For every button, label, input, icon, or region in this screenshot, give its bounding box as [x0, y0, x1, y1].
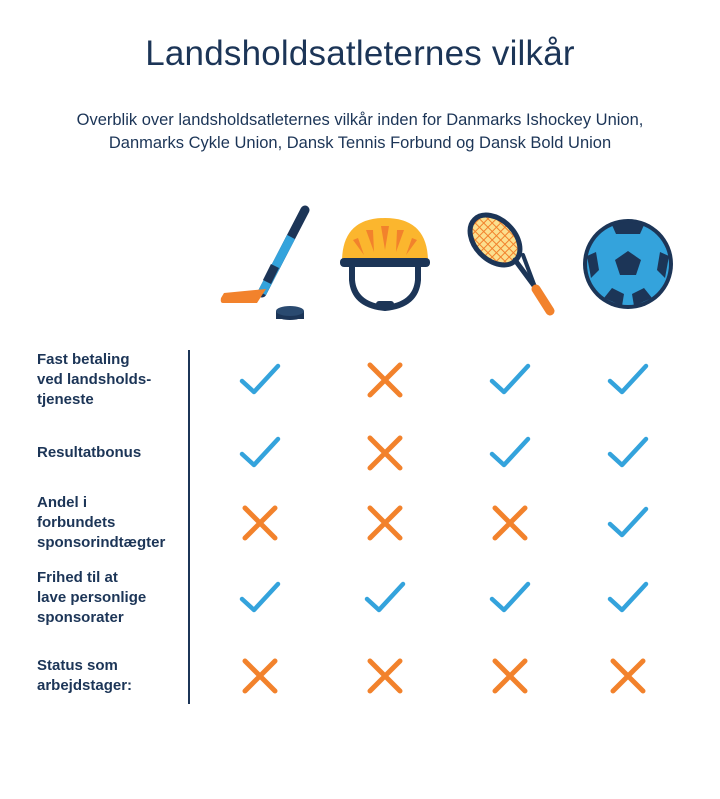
row-label — [37, 443, 187, 463]
row-label-line: ved landsholds- — [37, 371, 152, 388]
subtitle-line-1: Overblik over landsholdsatleternes vilkår inden for Danmarks Ishockey Union, — [76, 111, 644, 129]
cross-icon — [488, 654, 532, 698]
row-label — [37, 568, 187, 628]
row-label-line: sponsorater — [37, 609, 124, 626]
subtitle-line-2: Danmarks Cykle Union, Dansk Tennis Forbund og Dansk Bold Union — [108, 134, 612, 152]
row-label-line: Fast betaling — [37, 351, 130, 368]
cross-icon — [363, 501, 407, 545]
check-icon — [488, 576, 532, 620]
check-icon — [488, 431, 532, 475]
football-icon — [582, 218, 674, 310]
row-label-line: lave personlige — [37, 589, 147, 606]
row-label-line: sponsorindtægter — [37, 534, 166, 551]
row-label-line: Andel i — [37, 494, 88, 511]
row-divider-line — [188, 350, 190, 704]
row-label-line: forbundets — [37, 514, 116, 531]
row-label-line: arbejdstager: — [37, 677, 133, 694]
check-icon — [606, 576, 650, 620]
row-label-line: Resultatbonus — [37, 444, 142, 461]
check-icon — [238, 431, 282, 475]
cross-icon — [363, 654, 407, 698]
check-icon — [606, 501, 650, 545]
page-subtitle — [60, 109, 660, 155]
row-label-line: Frihed til at — [37, 569, 118, 586]
row-label-line: tjeneste — [37, 391, 94, 408]
row-label — [37, 350, 187, 410]
cycling-helmet-icon — [338, 210, 432, 315]
check-icon — [363, 576, 407, 620]
check-icon — [238, 358, 282, 402]
row-label — [37, 656, 187, 696]
row-label — [37, 493, 187, 553]
cross-icon — [488, 501, 532, 545]
page-title: Landsholdsatleternes vilkår — [145, 34, 575, 73]
check-icon — [606, 431, 650, 475]
row-label-line: Status som — [37, 657, 118, 674]
check-icon — [488, 358, 532, 402]
cross-icon — [238, 654, 282, 698]
cross-icon — [606, 654, 650, 698]
hockey-stick-icon — [215, 205, 315, 330]
tennis-racket-icon — [460, 205, 560, 320]
check-icon — [606, 358, 650, 402]
cross-icon — [238, 501, 282, 545]
cross-icon — [363, 431, 407, 475]
cross-icon — [363, 358, 407, 402]
check-icon — [238, 576, 282, 620]
